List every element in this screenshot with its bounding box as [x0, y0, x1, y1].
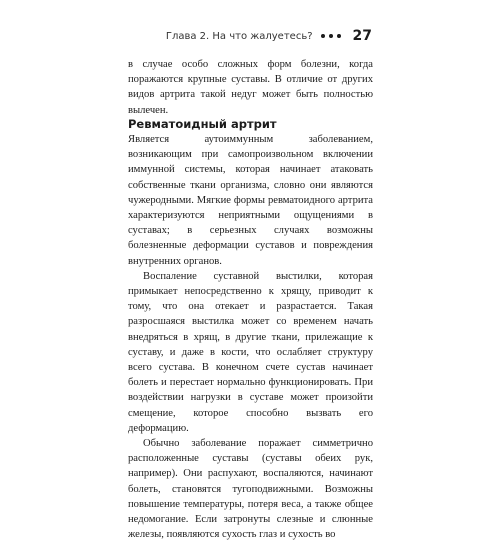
paragraph: Обычно заболевание поражает симметрично расположенные суставы (суставы обеих рук, например). Они распухают, воспаляются, начинают болеть, становятся тугоподвижными. Возможны повышение температуры, потеря веса, а также общее недомогание. Если затронуты слезные и слюнные железы, появляются сухость глаз и сухость во	[128, 438, 373, 541]
dot-icon	[337, 34, 341, 38]
section-body	[128, 132, 373, 542]
carryover-paragraph: в случае особо сложных форм болезни, когда поражаются крупные суставы. В отличие от других видов артрита такой недуг может быть полностью вылечен.	[128, 59, 373, 116]
section-heading: Ревматоидный артрит	[128, 117, 277, 131]
page-header	[166, 28, 372, 44]
paragraph: Является аутоиммунным заболеванием, возникающим при самопроизвольном включении иммунной системы, которая начинает атаковать собственные ткани организма, словно они являются чужеродными. Мягкие формы ревматоидного артрита характеризуются неприятными ощущениями в суставах; в серьезных случаях возможны болезненные деформации суставов и повреждения внутренних органов.	[128, 134, 373, 267]
dot-icon	[321, 34, 325, 38]
ornament-dots-icon	[321, 34, 341, 38]
section-heading-wrap	[128, 117, 277, 131]
paragraph: Воспаление суставной выстилки, которая примыкает непосредственно к хрящу, приводит к тому, что она отекает и разрастается. Такая разросшаяся выстилка может со временем начать внедряться в хрящ, в другие ткани, прилежащие к суставу, и даже в кости, что ослабляет структуру всего сустава. В конечном счете сустав начинает болеть и перестает нормально функционировать. При воздействии нагрузки в суставе может произойти смещение, которое способно вызвать его деформацию.	[128, 270, 373, 434]
dot-icon	[329, 34, 333, 38]
carryover-text	[128, 57, 373, 118]
running-head: Глава 2. На что жалуетесь?	[165, 30, 313, 42]
page-number: 27	[352, 28, 372, 44]
